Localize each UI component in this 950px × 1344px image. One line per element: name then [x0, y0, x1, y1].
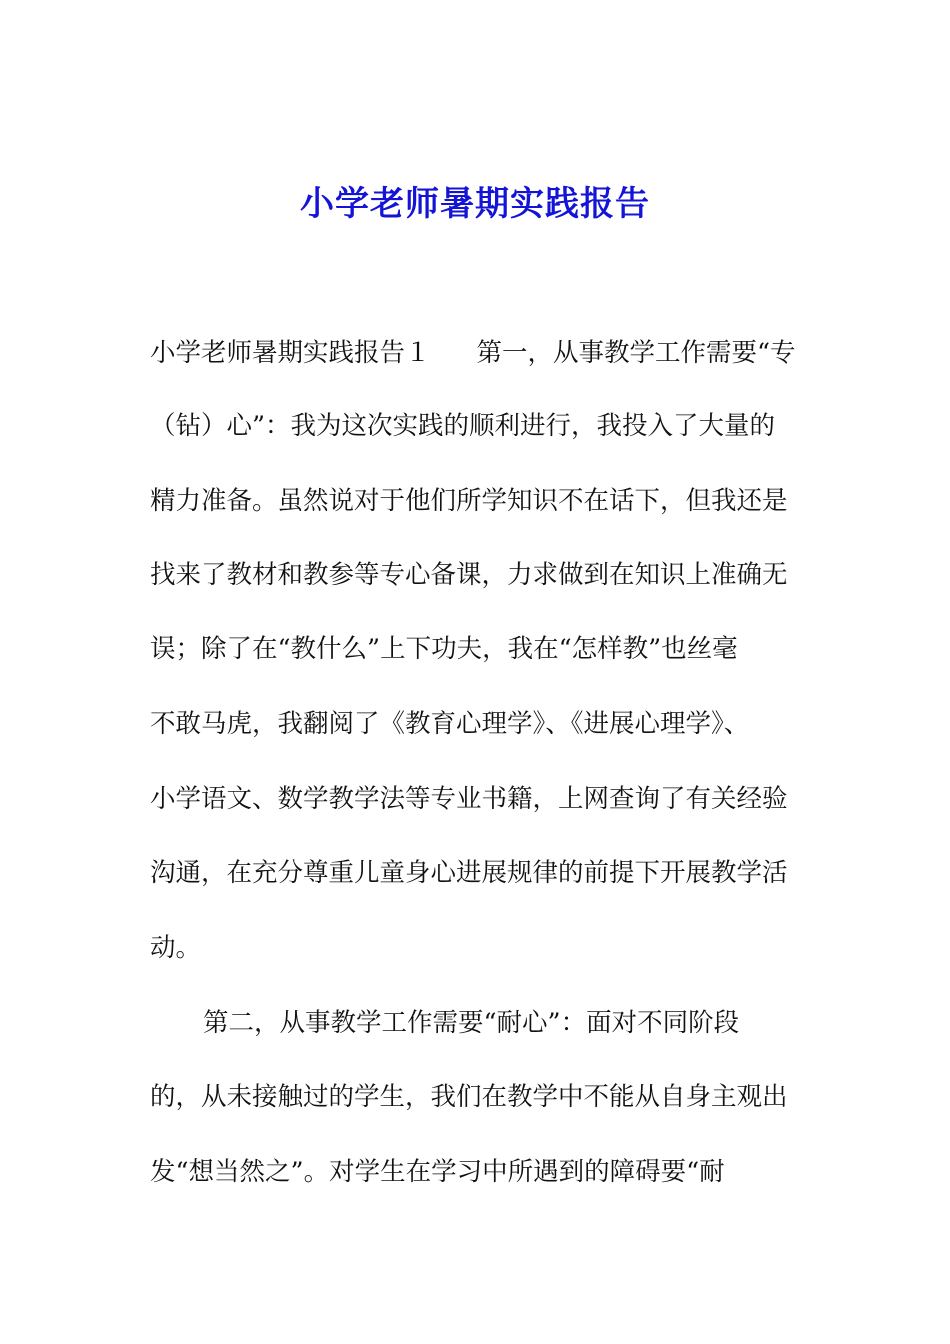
- body-line: 的，从未接触过的学生，我们在教学中不能从自身主观出: [150, 1082, 788, 1112]
- body-line: （钻）心”：我为这次实践的顺利进行，我投入了大量的: [150, 411, 776, 441]
- body-line: 发“想当然之”。对学生在学习中所遇到的障碍要“耐: [150, 1157, 725, 1187]
- body-line: 沟通，在充分尊重儿童身心进展规律的前提下开展教学活: [150, 858, 788, 888]
- body-line: [150, 333, 810, 373]
- section-heading: 小学老师暑期实践报告１: [150, 338, 431, 368]
- body-line: 误；除了在“教什么”上下功夫，我在“怎样教”也丝毫: [150, 634, 738, 664]
- document-title: 小学老师暑期实践报告: [300, 184, 650, 224]
- body-line: 不敢马虎，我翻阅了《教育心理学》、《进展心理学》、: [150, 709, 750, 739]
- body-line: 动。: [150, 933, 202, 963]
- body-line: 小学语文、数学教学法等专业书籍，上网查询了有关经验: [150, 784, 788, 814]
- body-text: 第一，从事教学工作需要“专: [476, 338, 796, 368]
- body-line: 精力准备。虽然说对于他们所学知识不在话下，但我还是: [150, 486, 788, 516]
- paragraph-start-line: 第二，从事教学工作需要“耐心”：面对不同阶段: [203, 1008, 740, 1038]
- body-line: 找来了教材和教参等专心备课，力求做到在知识上准确无: [150, 560, 788, 590]
